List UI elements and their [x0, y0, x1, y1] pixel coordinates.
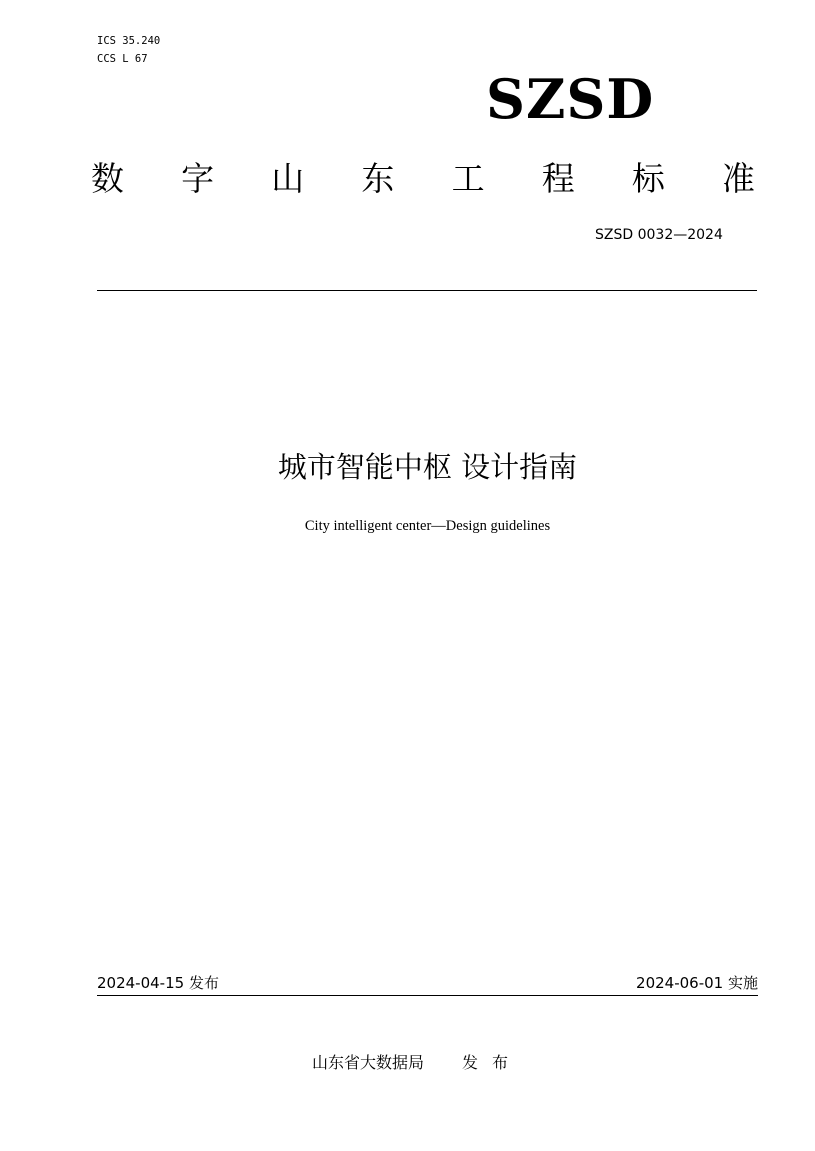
ccs-code: CCS L 67: [97, 53, 148, 65]
ics-code: ICS 35.240: [97, 35, 161, 47]
publisher-name: 山东省大数据局: [311, 1053, 424, 1072]
standard-title-char: 程: [541, 159, 575, 198]
implementation-date: 2024-06-01 实施: [636, 974, 758, 992]
issue-date: 2024-04-15 发布: [97, 974, 219, 992]
publish-label: 发布: [462, 1053, 523, 1072]
standard-title-char: 数: [91, 159, 124, 198]
standard-title-char: 工: [451, 159, 485, 198]
standard-category-title: [91, 154, 755, 204]
standard-logo: SZSD: [486, 67, 655, 131]
standard-title-char: 标: [631, 159, 665, 198]
document-title: 城市智能中枢 设计指南: [277, 450, 578, 484]
publisher-line: [0, 1052, 815, 1074]
standard-title-char: 准: [721, 159, 755, 198]
footer-divider: [97, 995, 758, 996]
document-english-title: City intelligent center—Design guidelines: [304, 518, 551, 534]
standard-title-char: 字: [181, 159, 215, 198]
header-divider: [97, 290, 757, 291]
standard-title-char: 东: [361, 159, 395, 198]
standard-number: SZSD 0032—2024: [595, 227, 723, 243]
standard-title-char: 山: [271, 159, 305, 198]
